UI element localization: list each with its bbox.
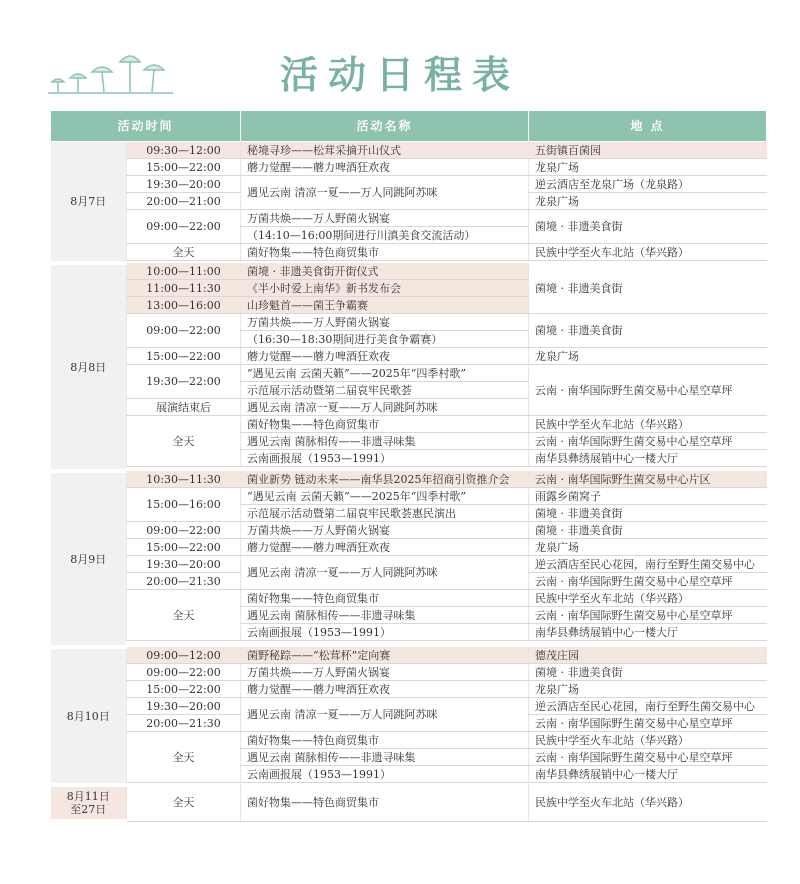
table-row bbox=[51, 647, 767, 664]
event-cell: 蘑力觉醒——蘑力啤酒狂欢夜 bbox=[241, 348, 529, 365]
time-cell: 15:00—22:00 bbox=[127, 159, 241, 176]
event-cell: 菌业新势 链动未来——南华县2025年招商引资推介会 bbox=[241, 471, 529, 488]
date-cell: 8月11日 至27日 bbox=[51, 785, 127, 821]
header-location: 地 点 bbox=[529, 111, 767, 142]
event-cell: 菌好物集——特色商贸集市 bbox=[241, 244, 529, 261]
location-cell: 云南 · 南华国际野生菌交易中心星空草坪 bbox=[529, 365, 767, 416]
location-cell: 南华县彝绣展销中心一楼大厅 bbox=[529, 624, 767, 641]
event-cell: 遇见云南 菌脉相传——非遗寻味集 bbox=[241, 749, 529, 766]
location-cell: 民族中学至火车北站（华兴路） bbox=[529, 416, 767, 433]
location-cell: 南华县彝绣展销中心一楼大厅 bbox=[529, 450, 767, 467]
table-row bbox=[51, 176, 767, 193]
event-cell: 遇见云南 菌脉相传——非遗寻味集 bbox=[241, 433, 529, 450]
time-cell: 11:00—11:30 bbox=[127, 280, 241, 297]
time-cell: 10:00—11:00 bbox=[127, 263, 241, 280]
table-row bbox=[51, 681, 767, 698]
location-cell: 龙泉广场 bbox=[529, 159, 767, 176]
location-cell: 民族中学至火车北站（华兴路） bbox=[529, 732, 767, 749]
table-row bbox=[51, 590, 767, 607]
time-cell: 19:30—20:00 bbox=[127, 556, 241, 573]
location-cell: 南华县彝绣展销中心一楼大厅 bbox=[529, 766, 767, 783]
table-row bbox=[51, 314, 767, 331]
time-cell: 09:00—12:00 bbox=[127, 647, 241, 664]
date-cell: 8月8日 bbox=[51, 263, 127, 471]
date-cell: 8月7日 bbox=[51, 142, 127, 264]
time-cell: 全天 bbox=[127, 244, 241, 261]
location-cell: 民族中学至火车北站（华兴路） bbox=[529, 785, 767, 821]
time-cell: 全天 bbox=[127, 590, 241, 641]
table-row bbox=[51, 244, 767, 261]
event-cell: 万菌共焕——万人野菌火锅宴 bbox=[241, 210, 529, 227]
event-cell: 遇见云南 清凉一夏——万人同跳阿苏咪 bbox=[241, 556, 529, 590]
time-cell: 09:00—22:00 bbox=[127, 314, 241, 348]
event-cell: 遇见云南 清凉一夏——万人同跳阿苏咪 bbox=[241, 698, 529, 732]
table-row bbox=[51, 732, 767, 749]
table-row bbox=[51, 556, 767, 573]
table-row bbox=[51, 539, 767, 556]
time-cell: 15:00—22:00 bbox=[127, 348, 241, 365]
location-cell: 菌境 · 非遗美食街 bbox=[529, 210, 767, 244]
time-cell: 09:00—22:00 bbox=[127, 522, 241, 539]
event-cell: 菌好物集——特色商贸集市 bbox=[241, 732, 529, 749]
time-cell: 全天 bbox=[127, 416, 241, 467]
date-cell: 8月10日 bbox=[51, 647, 127, 785]
table-row bbox=[51, 416, 767, 433]
time-cell: 15:00—16:00 bbox=[127, 488, 241, 522]
event-cell: 万菌共焕——万人野菌火锅宴 bbox=[241, 314, 529, 331]
table-row bbox=[51, 488, 767, 505]
event-cell: 万菌共焕——万人野菌火锅宴 bbox=[241, 664, 529, 681]
event-cell: 万菌共焕——万人野菌火锅宴 bbox=[241, 522, 529, 539]
location-cell: 龙泉广场 bbox=[529, 348, 767, 365]
location-cell: 云南 · 南华国际野生菌交易中心星空草坪 bbox=[529, 433, 767, 450]
time-cell: 20:00—21:30 bbox=[127, 715, 241, 732]
event-cell: 遇见云南 清凉一夏——万人同跳阿苏咪 bbox=[241, 176, 529, 210]
location-cell: 雨露乡菌窝子 bbox=[529, 488, 767, 505]
event-cell: 云南画报展（1953—1991） bbox=[241, 624, 529, 641]
table-row bbox=[51, 365, 767, 382]
location-cell: 菌境 · 非遗美食街 bbox=[529, 263, 767, 314]
table-row bbox=[51, 210, 767, 227]
event-cell: （16:30—18:30期间进行美食争霸赛） bbox=[241, 331, 529, 348]
table-row bbox=[51, 159, 767, 176]
event-cell: 菌好物集——特色商贸集市 bbox=[241, 785, 529, 821]
header-name: 活动名称 bbox=[241, 111, 529, 142]
location-cell: 云南 · 南华国际野生菌交易中心星空草坪 bbox=[529, 715, 767, 732]
event-cell: 蘑力觉醒——蘑力啤酒狂欢夜 bbox=[241, 159, 529, 176]
table-row bbox=[51, 664, 767, 681]
table-row bbox=[51, 142, 767, 159]
location-cell: 龙泉广场 bbox=[529, 539, 767, 556]
location-cell: 菌境 · 非遗美食街 bbox=[529, 664, 767, 681]
event-cell: 《半小时爱上南华》新书发布会 bbox=[241, 280, 529, 297]
time-cell: 全天 bbox=[127, 732, 241, 783]
time-cell: 13:00—16:00 bbox=[127, 297, 241, 314]
time-cell: 展演结束后 bbox=[127, 399, 241, 416]
time-cell: 19:30—22:00 bbox=[127, 365, 241, 399]
time-cell: 10:30—11:30 bbox=[127, 471, 241, 488]
time-cell: 20:00—21:30 bbox=[127, 573, 241, 590]
header-time: 活动时间 bbox=[51, 111, 241, 142]
event-cell: 云南画报展（1953—1991） bbox=[241, 450, 529, 467]
event-cell: 菌好物集——特色商贸集市 bbox=[241, 416, 529, 433]
time-cell: 15:00—22:00 bbox=[127, 539, 241, 556]
location-cell: 云南 · 南华国际野生菌交易中心星空草坪 bbox=[529, 607, 767, 624]
event-cell: 蘑力觉醒——蘑力啤酒狂欢夜 bbox=[241, 539, 529, 556]
location-cell: 逆云酒店至民心花园，南行至野生菌交易中心 bbox=[529, 556, 767, 573]
event-cell: 遇见云南 菌脉相传——非遗寻味集 bbox=[241, 607, 529, 624]
time-cell: 09:00—22:00 bbox=[127, 664, 241, 681]
event-cell: 遇见云南 清凉一夏——万人同跳阿苏咪 bbox=[241, 399, 529, 416]
location-cell: 菌境 · 非遗美食街 bbox=[529, 314, 767, 348]
time-cell: 15:00—22:00 bbox=[127, 681, 241, 698]
event-cell: 云南画报展（1953—1991） bbox=[241, 766, 529, 783]
location-cell: 云南 · 南华国际野生菌交易中心星空草坪 bbox=[529, 573, 767, 590]
time-cell: 20:00—21:00 bbox=[127, 193, 241, 210]
table-row bbox=[51, 348, 767, 365]
event-cell: （14:10—16:00期间进行川滇美食交流活动） bbox=[241, 227, 529, 244]
event-cell: 蘑力觉醒——蘑力啤酒狂欢夜 bbox=[241, 681, 529, 698]
event-cell: “遇见云南 云菌天籁”——2025年“四季村歌” bbox=[241, 488, 529, 505]
location-cell: 逆云酒店至民心花园，南行至野生菌交易中心 bbox=[529, 698, 767, 715]
time-cell: 19:30—20:00 bbox=[127, 698, 241, 715]
location-cell: 云南 · 南华国际野生菌交易中心片区 bbox=[529, 471, 767, 488]
event-cell: 山珍魁首——菌王争霸赛 bbox=[241, 297, 529, 314]
location-cell: 五街镇百菌园 bbox=[529, 142, 767, 159]
date-cell: 8月9日 bbox=[51, 471, 127, 647]
time-cell: 19:30—20:00 bbox=[127, 176, 241, 193]
event-cell: “遇见云南 云菌天籁”——2025年“四季村歌” bbox=[241, 365, 529, 382]
table-row bbox=[51, 263, 767, 280]
event-cell: 菌好物集——特色商贸集市 bbox=[241, 590, 529, 607]
page-title: 活动日程表 bbox=[279, 53, 520, 97]
location-cell: 龙泉广场 bbox=[529, 193, 767, 210]
table-row bbox=[51, 785, 767, 821]
event-cell: 秘境寻珍——松茸采摘开山仪式 bbox=[241, 142, 529, 159]
event-cell: 菌野秘踪——“松茸杯”定向赛 bbox=[241, 647, 529, 664]
time-cell: 全天 bbox=[127, 785, 241, 821]
schedule-table bbox=[50, 110, 767, 823]
event-cell: 示范展示活动暨第二届哀牢民歌荟惠民演出 bbox=[241, 505, 529, 522]
table-header-row bbox=[51, 111, 767, 142]
time-cell: 09:00—22:00 bbox=[127, 210, 241, 244]
table-row bbox=[51, 522, 767, 539]
table-row bbox=[51, 698, 767, 715]
event-cell: 菌境 · 非遗美食街开街仪式 bbox=[241, 263, 529, 280]
location-cell: 菌境 · 非遗美食街 bbox=[529, 505, 767, 522]
location-cell: 逆云酒店至龙泉广场（龙泉路） bbox=[529, 176, 767, 193]
location-cell: 云南 · 南华国际野生菌交易中心星空草坪 bbox=[529, 749, 767, 766]
location-cell: 民族中学至火车北站（华兴路） bbox=[529, 590, 767, 607]
event-cell: 示范展示活动暨第二届哀牢民歌荟 bbox=[241, 382, 529, 399]
location-cell: 龙泉广场 bbox=[529, 681, 767, 698]
location-cell: 菌境 · 非遗美食街 bbox=[529, 522, 767, 539]
location-cell: 民族中学至火车北站（华兴路） bbox=[529, 244, 767, 261]
location-cell: 德茂庄园 bbox=[529, 647, 767, 664]
time-cell: 09:30—12:00 bbox=[127, 142, 241, 159]
